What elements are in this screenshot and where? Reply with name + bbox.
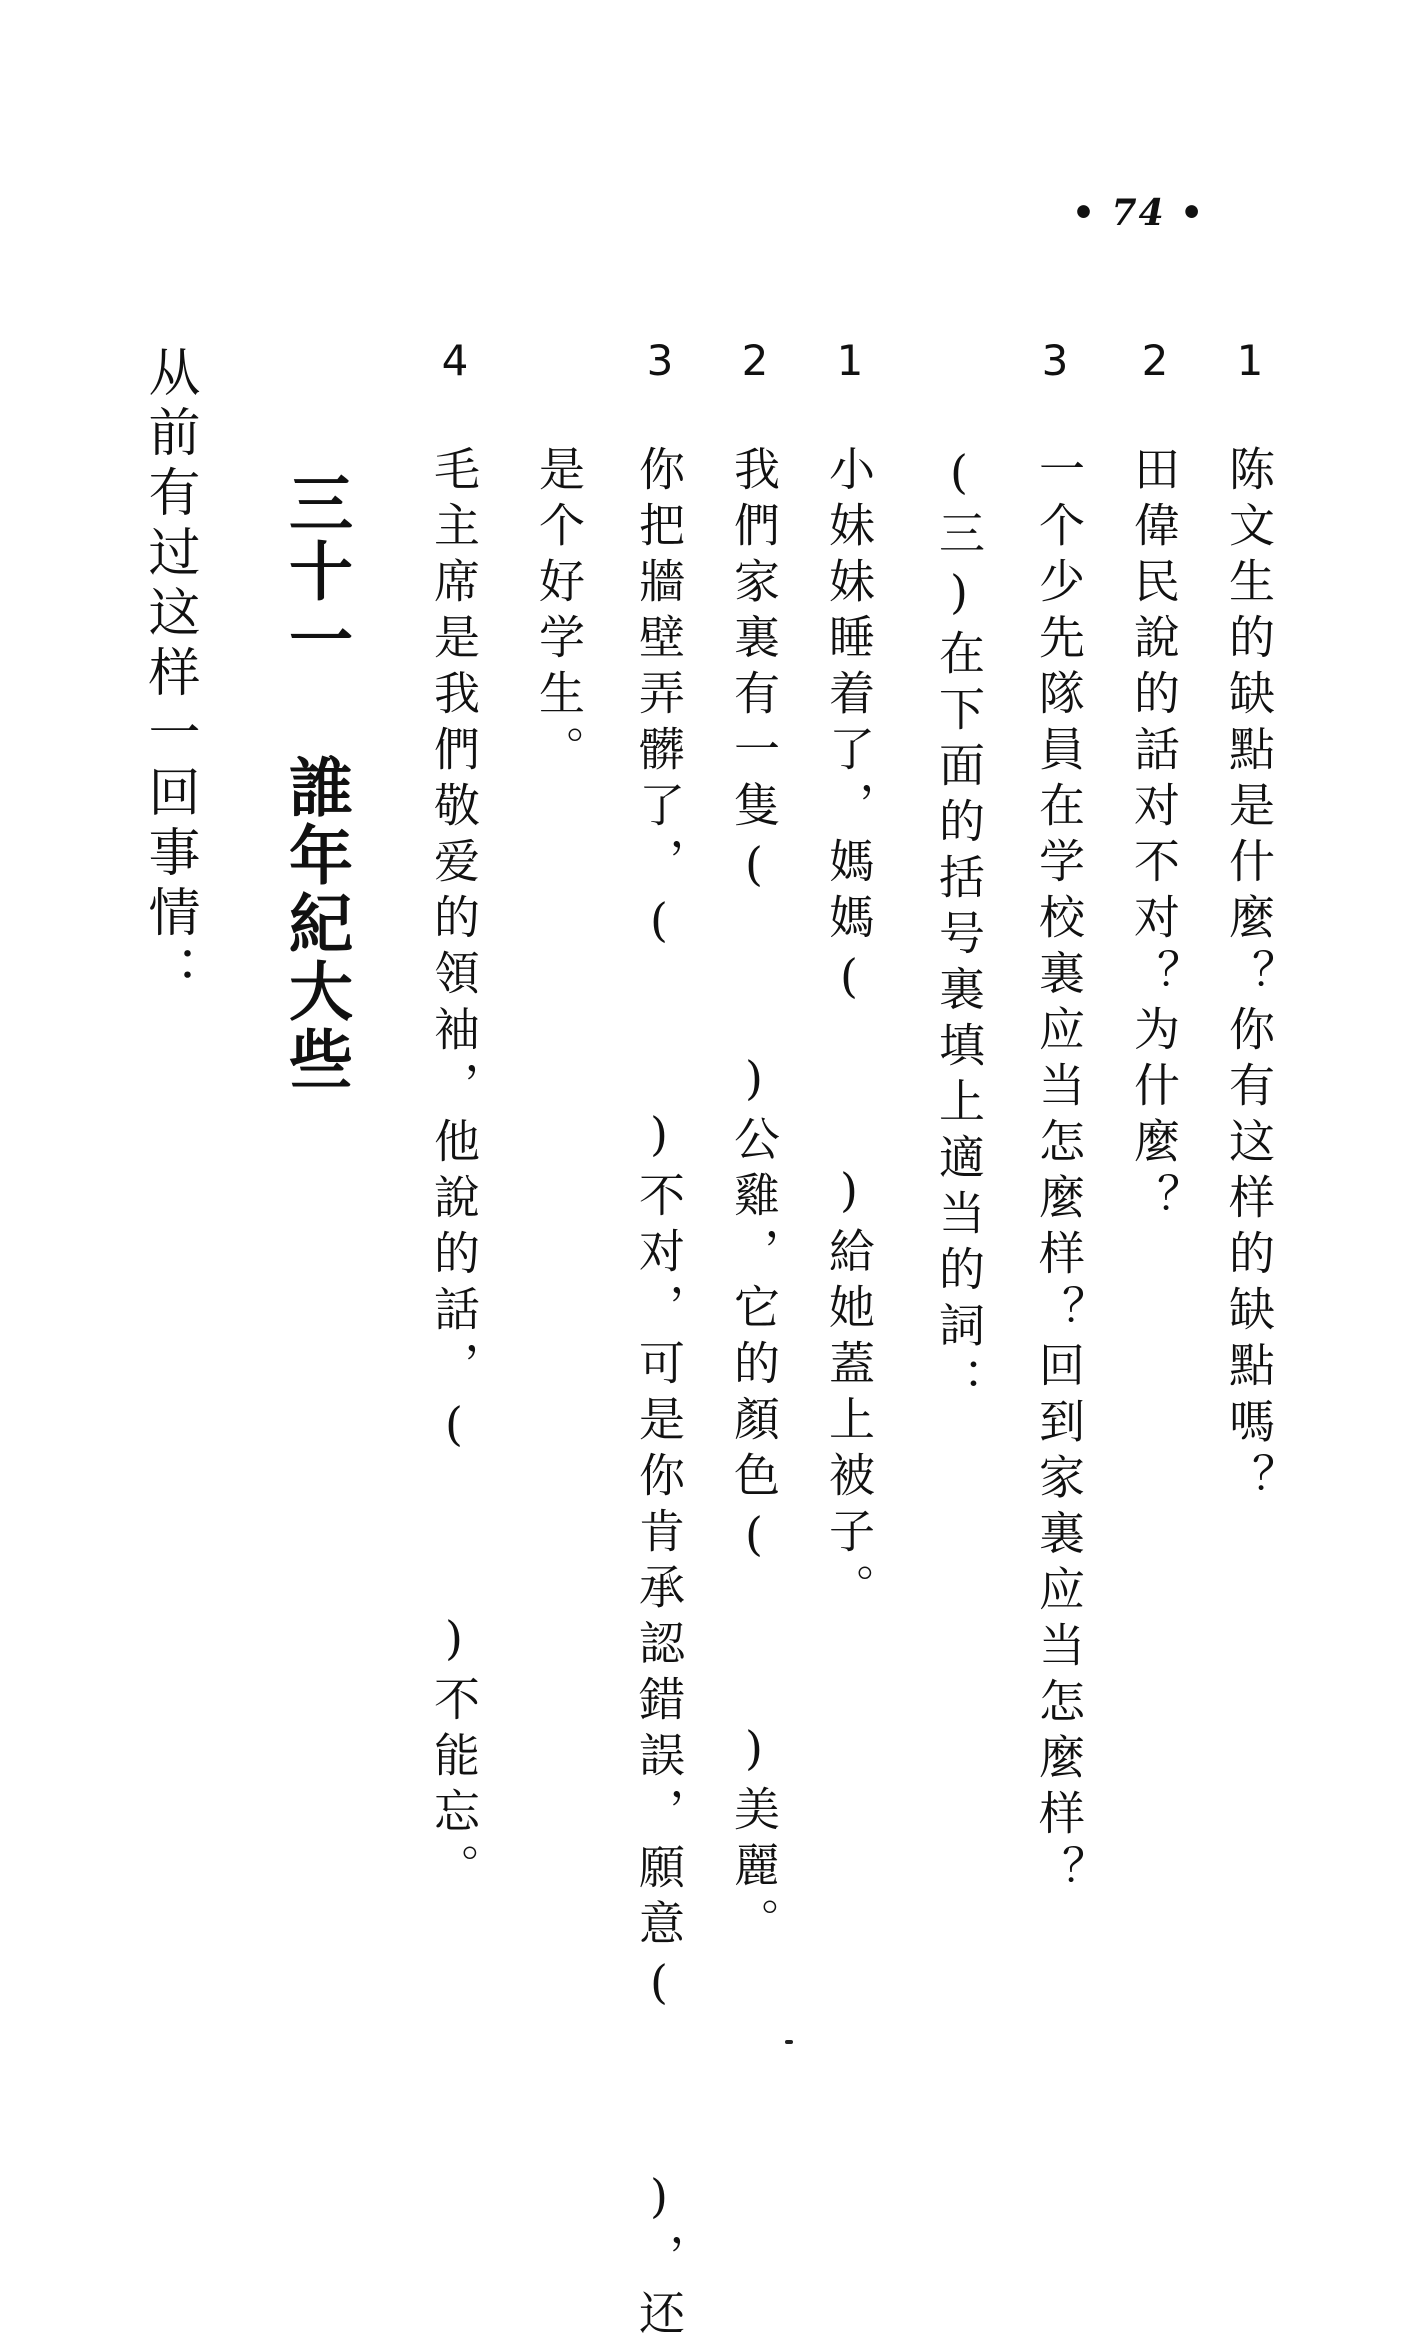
question-part: )給她蓋上被子。 <box>822 1163 876 1619</box>
fill-in-question <box>630 445 688 2345</box>
question-number: 3 <box>646 336 674 385</box>
print-speck <box>785 2040 793 2044</box>
question-text: 田偉民說的話对不对？为什麼？ <box>1127 445 1181 1229</box>
question-number: 1 <box>836 336 864 385</box>
question-text: 一个少先隊員在学校裏应当怎麼样？回到家裏应当怎麼样？ <box>1032 445 1086 1901</box>
question-number: 4 <box>441 336 469 385</box>
exercise-instruction: (三)在下面的括号裏填上適当的詞： <box>932 445 986 1413</box>
question-number: 2 <box>1141 336 1169 385</box>
fill-in-question <box>725 445 783 1953</box>
question-part: )美麗。 <box>727 1721 781 1953</box>
question-part: 小妹妹睡着了，媽媽( <box>822 445 876 1013</box>
question-number: 2 <box>741 336 769 385</box>
fill-in-question <box>820 445 878 1619</box>
lesson-heading <box>280 470 350 1094</box>
question-number: 1 <box>1236 336 1264 385</box>
page-number: • 74 • <box>1072 192 1206 234</box>
fill-in-continuation: 是个好学生。 <box>532 445 586 781</box>
question-text: 陈文生的缺點是什麼？你有这样的缺點嗎？ <box>1222 445 1276 1509</box>
question-part: )不对，可是你肯承認錯誤，願意( <box>632 1107 686 2019</box>
lesson-number: 三十一 <box>278 470 352 674</box>
question-part: )公雞，它的顏色( <box>727 1051 781 1571</box>
lesson-first-line: 从前有过这样一回事情： <box>139 345 199 1005</box>
question-part: )，还 <box>632 2169 686 2345</box>
question-part: 你把牆壁弄髒了，( <box>632 445 686 957</box>
question-part: 我們家裏有一隻( <box>727 445 781 901</box>
question-part: )不能忘。 <box>427 1611 481 1899</box>
question-part: 毛主席是我們敬爱的領袖，他說的話，( <box>427 445 481 1461</box>
question-number: 3 <box>1041 336 1069 385</box>
lesson-title: 誰年紀大些 <box>278 754 352 1094</box>
fill-in-question <box>425 445 483 1899</box>
